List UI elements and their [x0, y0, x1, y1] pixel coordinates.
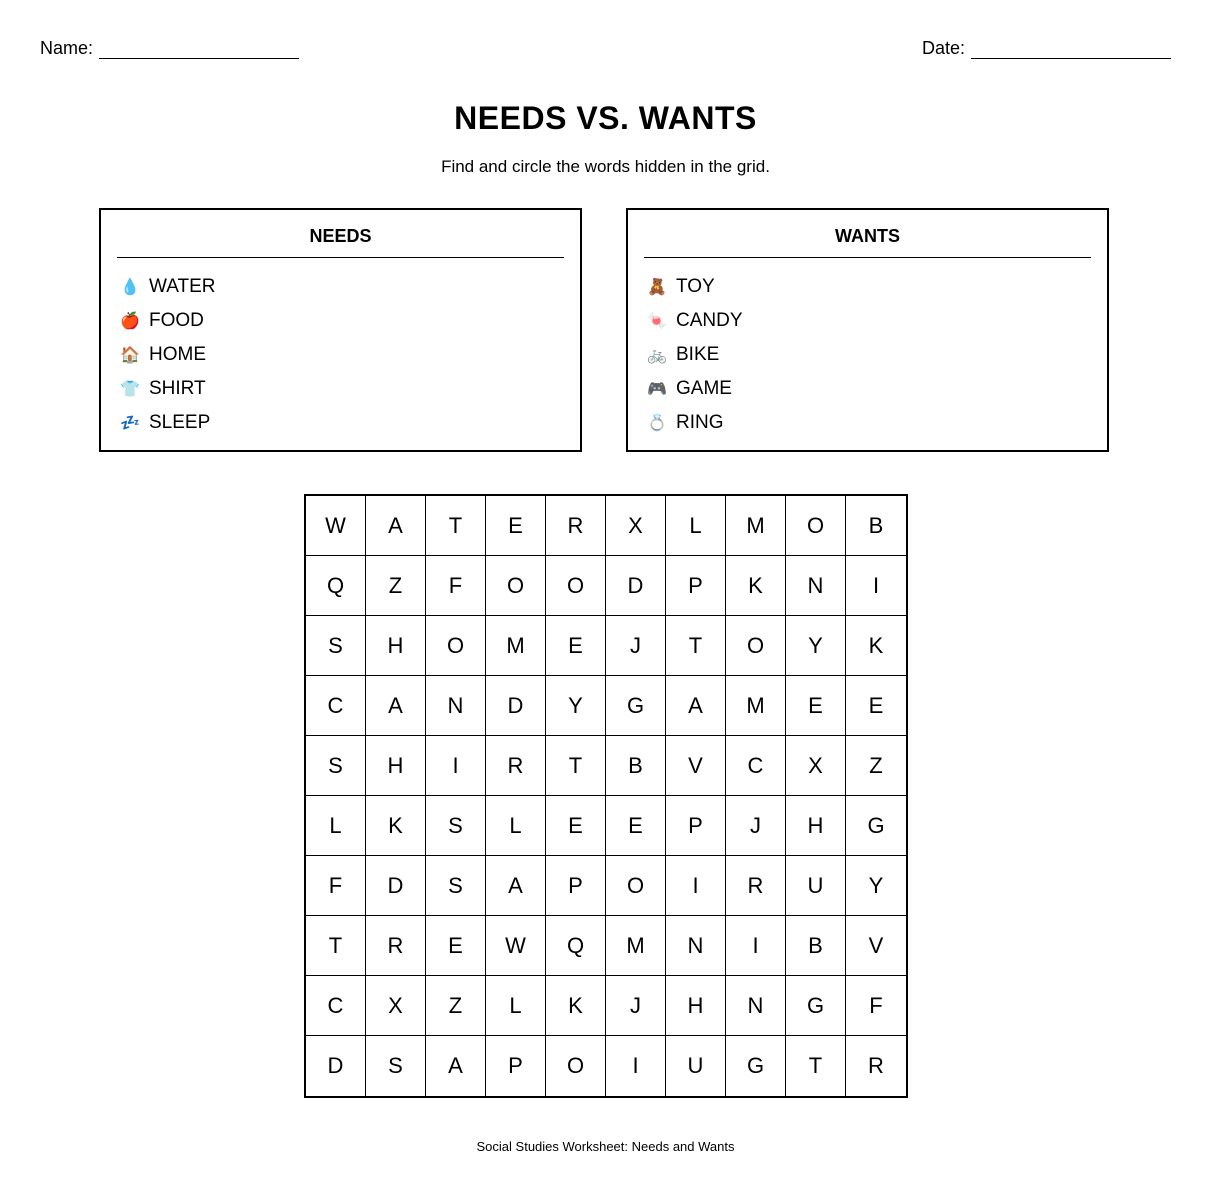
grid-cell[interactable]: Z [366, 556, 426, 616]
grid-cell[interactable]: F [846, 976, 906, 1036]
grid-cell[interactable]: D [486, 676, 546, 736]
grid-cell[interactable]: T [546, 736, 606, 796]
wants-item [646, 406, 743, 440]
grid-cell[interactable]: G [606, 676, 666, 736]
teddy-bear-icon: 🧸 [647, 279, 667, 296]
grid-cell[interactable]: I [666, 856, 726, 916]
wants-item-label: CANDY [676, 310, 743, 331]
grid-cell[interactable]: W [486, 916, 546, 976]
grid-cell[interactable]: E [606, 796, 666, 856]
needs-box [99, 208, 582, 452]
grid-cell[interactable]: L [306, 796, 366, 856]
needs-item [119, 372, 216, 406]
grid-cell[interactable]: O [606, 856, 666, 916]
apple-icon: 🍎 [120, 313, 140, 330]
grid-cell[interactable]: E [786, 676, 846, 736]
needs-item [119, 338, 216, 372]
grid-cell[interactable]: L [486, 976, 546, 1036]
grid-cell[interactable]: O [546, 556, 606, 616]
grid-cell[interactable]: D [366, 856, 426, 916]
grid-cell[interactable]: G [846, 796, 906, 856]
grid-cell[interactable]: X [606, 496, 666, 556]
name-field[interactable] [40, 38, 299, 59]
grid-cell[interactable]: S [426, 796, 486, 856]
grid-cell[interactable]: G [726, 1036, 786, 1096]
wants-list [646, 270, 743, 440]
needs-item-label: WATER [149, 276, 216, 297]
needs-item-label: SLEEP [149, 412, 211, 433]
grid-cell[interactable]: L [666, 496, 726, 556]
wants-item [646, 304, 743, 338]
grid-cell[interactable]: I [846, 556, 906, 616]
grid-cell[interactable]: M [486, 616, 546, 676]
needs-item-label: HOME [149, 344, 206, 365]
sleep-icon: 💤 [120, 415, 140, 432]
grid-cell[interactable]: B [786, 916, 846, 976]
needs-heading: NEEDS [117, 226, 564, 258]
grid-cell[interactable]: X [786, 736, 846, 796]
grid-cell[interactable]: O [726, 616, 786, 676]
grid-cell[interactable]: C [726, 736, 786, 796]
grid-cell[interactable]: P [666, 556, 726, 616]
grid-cell[interactable]: R [726, 856, 786, 916]
date-field[interactable] [922, 38, 1171, 59]
grid-cell[interactable]: E [546, 616, 606, 676]
grid-cell[interactable]: J [726, 796, 786, 856]
wants-item [646, 372, 743, 406]
grid-cell[interactable]: E [486, 496, 546, 556]
grid-cell[interactable]: V [666, 736, 726, 796]
grid-cell[interactable]: T [306, 916, 366, 976]
footer-caption: Social Studies Worksheet: Needs and Wants [476, 1139, 735, 1154]
grid-cell[interactable]: O [486, 556, 546, 616]
name-blank-line[interactable] [99, 40, 299, 59]
page-title: NEEDS VS. WANTS [454, 100, 757, 136]
grid-cell[interactable]: V [846, 916, 906, 976]
grid-cell[interactable]: U [666, 1036, 726, 1096]
word-search-grid [304, 494, 908, 1098]
date-label: Date: [921, 38, 965, 58]
grid-cell[interactable]: E [426, 916, 486, 976]
grid-cell[interactable]: Y [786, 616, 846, 676]
grid-cell[interactable]: H [666, 976, 726, 1036]
grid-cell[interactable]: H [786, 796, 846, 856]
grid-cell[interactable]: A [366, 496, 426, 556]
needs-item [119, 270, 216, 304]
grid-cell[interactable]: N [726, 976, 786, 1036]
wants-item [646, 338, 743, 372]
grid-cell[interactable]: R [486, 736, 546, 796]
wants-heading: WANTS [644, 226, 1091, 258]
grid-cell[interactable]: M [606, 916, 666, 976]
grid-cell[interactable]: T [786, 1036, 846, 1096]
grid-cell[interactable]: E [846, 676, 906, 736]
grid-cell[interactable]: T [426, 496, 486, 556]
needs-item [119, 406, 216, 440]
grid-cell[interactable]: D [306, 1036, 366, 1096]
grid-cell[interactable]: H [366, 736, 426, 796]
grid-cell[interactable]: I [606, 1036, 666, 1096]
date-blank-line[interactable] [971, 40, 1171, 59]
wants-item [646, 270, 743, 304]
grid-cell[interactable]: P [546, 856, 606, 916]
candy-icon: 🍬 [647, 313, 667, 330]
grid-cell[interactable]: P [486, 1036, 546, 1096]
needs-item-label: SHIRT [149, 378, 206, 399]
needs-list [119, 270, 216, 440]
grid-cell[interactable]: Z [426, 976, 486, 1036]
house-icon: 🏠 [120, 347, 140, 364]
header-row [40, 38, 1171, 64]
grid-cell[interactable]: C [306, 976, 366, 1036]
shirt-icon: 👕 [120, 381, 140, 398]
grid-cell[interactable]: S [306, 736, 366, 796]
grid-cell[interactable]: Q [306, 556, 366, 616]
ring-icon: 💍 [647, 415, 667, 432]
grid-cell[interactable]: A [486, 856, 546, 916]
grid-cell[interactable]: F [306, 856, 366, 916]
grid-cell[interactable]: U [786, 856, 846, 916]
grid-cell[interactable]: T [666, 616, 726, 676]
grid-cell[interactable]: G [786, 976, 846, 1036]
grid-cell[interactable]: B [606, 736, 666, 796]
grid-cell[interactable]: O [546, 1036, 606, 1096]
grid-cell[interactable]: C [306, 676, 366, 736]
game-controller-icon: 🎮 [647, 381, 667, 398]
grid-cell[interactable]: Z [846, 736, 906, 796]
grid-cell[interactable]: K [546, 976, 606, 1036]
wants-item-label: RING [676, 412, 724, 433]
grid-cell[interactable]: O [426, 616, 486, 676]
wants-item-label: BIKE [676, 344, 720, 365]
grid-cell[interactable]: R [366, 916, 426, 976]
grid-cell[interactable]: D [606, 556, 666, 616]
grid-cell[interactable]: R [868, 1053, 884, 1078]
grid-cell[interactable]: N [426, 676, 486, 736]
grid-cell[interactable]: A [426, 1036, 486, 1096]
grid-cell[interactable]: N [666, 916, 726, 976]
grid-cell[interactable]: Y [846, 856, 906, 916]
grid-cell[interactable]: H [366, 616, 426, 676]
grid-cell[interactable]: S [366, 1036, 426, 1096]
grid-cell[interactable]: X [366, 976, 426, 1036]
bicycle-icon: 🚲 [647, 347, 667, 364]
grid-cell[interactable]: K [726, 556, 786, 616]
grid-cell[interactable]: K [846, 616, 906, 676]
grid-cell[interactable]: J [606, 976, 666, 1036]
grid-cell[interactable]: B [846, 496, 906, 556]
grid-cell[interactable]: O [786, 496, 846, 556]
needs-item [119, 304, 216, 338]
grid-cell[interactable]: F [426, 556, 486, 616]
grid-cell[interactable]: M [726, 496, 786, 556]
grid-cell[interactable]: S [426, 856, 486, 916]
grid-cell[interactable]: L [486, 796, 546, 856]
grid-cell[interactable]: M [726, 676, 786, 736]
grid-cell[interactable]: N [786, 556, 846, 616]
grid-cell[interactable]: I [726, 916, 786, 976]
wants-item-label: GAME [676, 378, 732, 399]
grid-cell[interactable]: P [666, 796, 726, 856]
grid-cell[interactable]: I [426, 736, 486, 796]
grid-cell[interactable]: A [366, 676, 426, 736]
grid-cell[interactable]: S [306, 616, 366, 676]
wants-item-label: TOY [676, 276, 715, 297]
needs-item-label: FOOD [149, 310, 204, 331]
grid-cell[interactable]: R [546, 496, 606, 556]
grid-cell[interactable]: W [306, 496, 366, 556]
grid-cell[interactable]: A [666, 676, 726, 736]
water-drop-icon: 💧 [120, 279, 140, 296]
grid-cell[interactable]: J [606, 616, 666, 676]
grid-cell[interactable]: Q [546, 916, 606, 976]
grid-cell[interactable]: K [366, 796, 426, 856]
grid-cell[interactable]: E [546, 796, 606, 856]
grid-cell[interactable]: Y [546, 676, 606, 736]
instructions: Find and circle the words hidden in the grid. [441, 157, 770, 176]
wants-box [626, 208, 1109, 452]
name-label: Name: [40, 38, 94, 58]
